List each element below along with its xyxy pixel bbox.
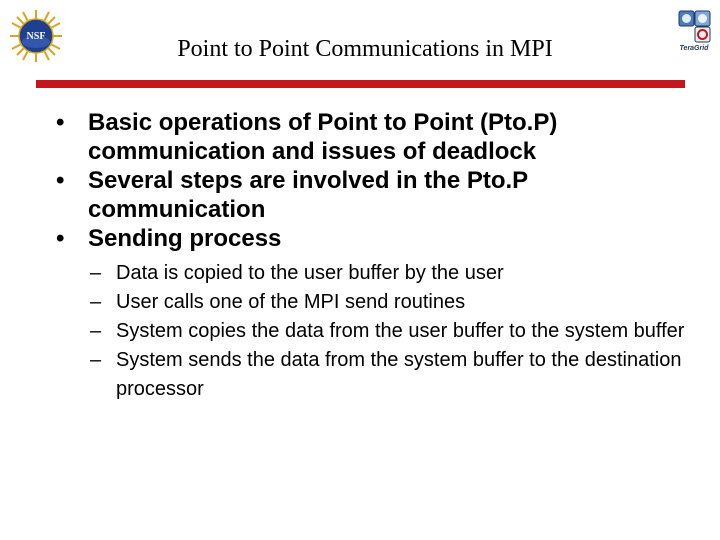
bullet-text: Sending process <box>88 225 282 252</box>
bullet-item <box>56 224 696 404</box>
teragrid-logo-label: TeraGrid <box>679 45 709 52</box>
bullet-text: Basic operations of Point to Point (Pto.P) communication and issues of deadlock <box>88 109 558 165</box>
sub-bullet-item <box>90 346 698 404</box>
sub-bullet-item <box>90 259 698 288</box>
sub-bullet-text: User calls one of the MPI send routines <box>116 291 466 313</box>
nsf-seal-icon <box>8 8 64 64</box>
sub-bullet-item <box>90 288 698 317</box>
sub-bullet-marker: – <box>90 349 102 371</box>
sub-bullet-marker: – <box>90 291 102 313</box>
sub-bullet-marker: – <box>90 320 102 342</box>
sub-bullet-marker: – <box>90 262 102 284</box>
bullet-item <box>56 108 696 166</box>
bullet-item <box>56 166 696 224</box>
bullet-list <box>56 108 696 404</box>
sub-bullet-text: Data is copied to the user buffer by the user <box>116 262 504 284</box>
slide-title: Point to Point Communications in MPI <box>177 36 553 62</box>
sub-bullet-item <box>90 317 698 346</box>
bullet-text: Several steps are involved in the Pto.P communication <box>88 167 528 223</box>
bullet-marker: • <box>56 225 65 252</box>
bullet-marker: • <box>56 109 65 136</box>
sub-bullet-list <box>90 259 698 404</box>
title-rule <box>36 80 685 88</box>
bullet-marker: • <box>56 167 65 194</box>
nsf-seal-label: NSF <box>26 31 46 42</box>
sub-bullet-text: System sends the data from the system buffer to the destination processor <box>116 349 682 400</box>
sub-bullet-text: System copies the data from the user buffer to the system buffer <box>116 320 685 342</box>
teragrid-logo-icon <box>670 8 718 58</box>
